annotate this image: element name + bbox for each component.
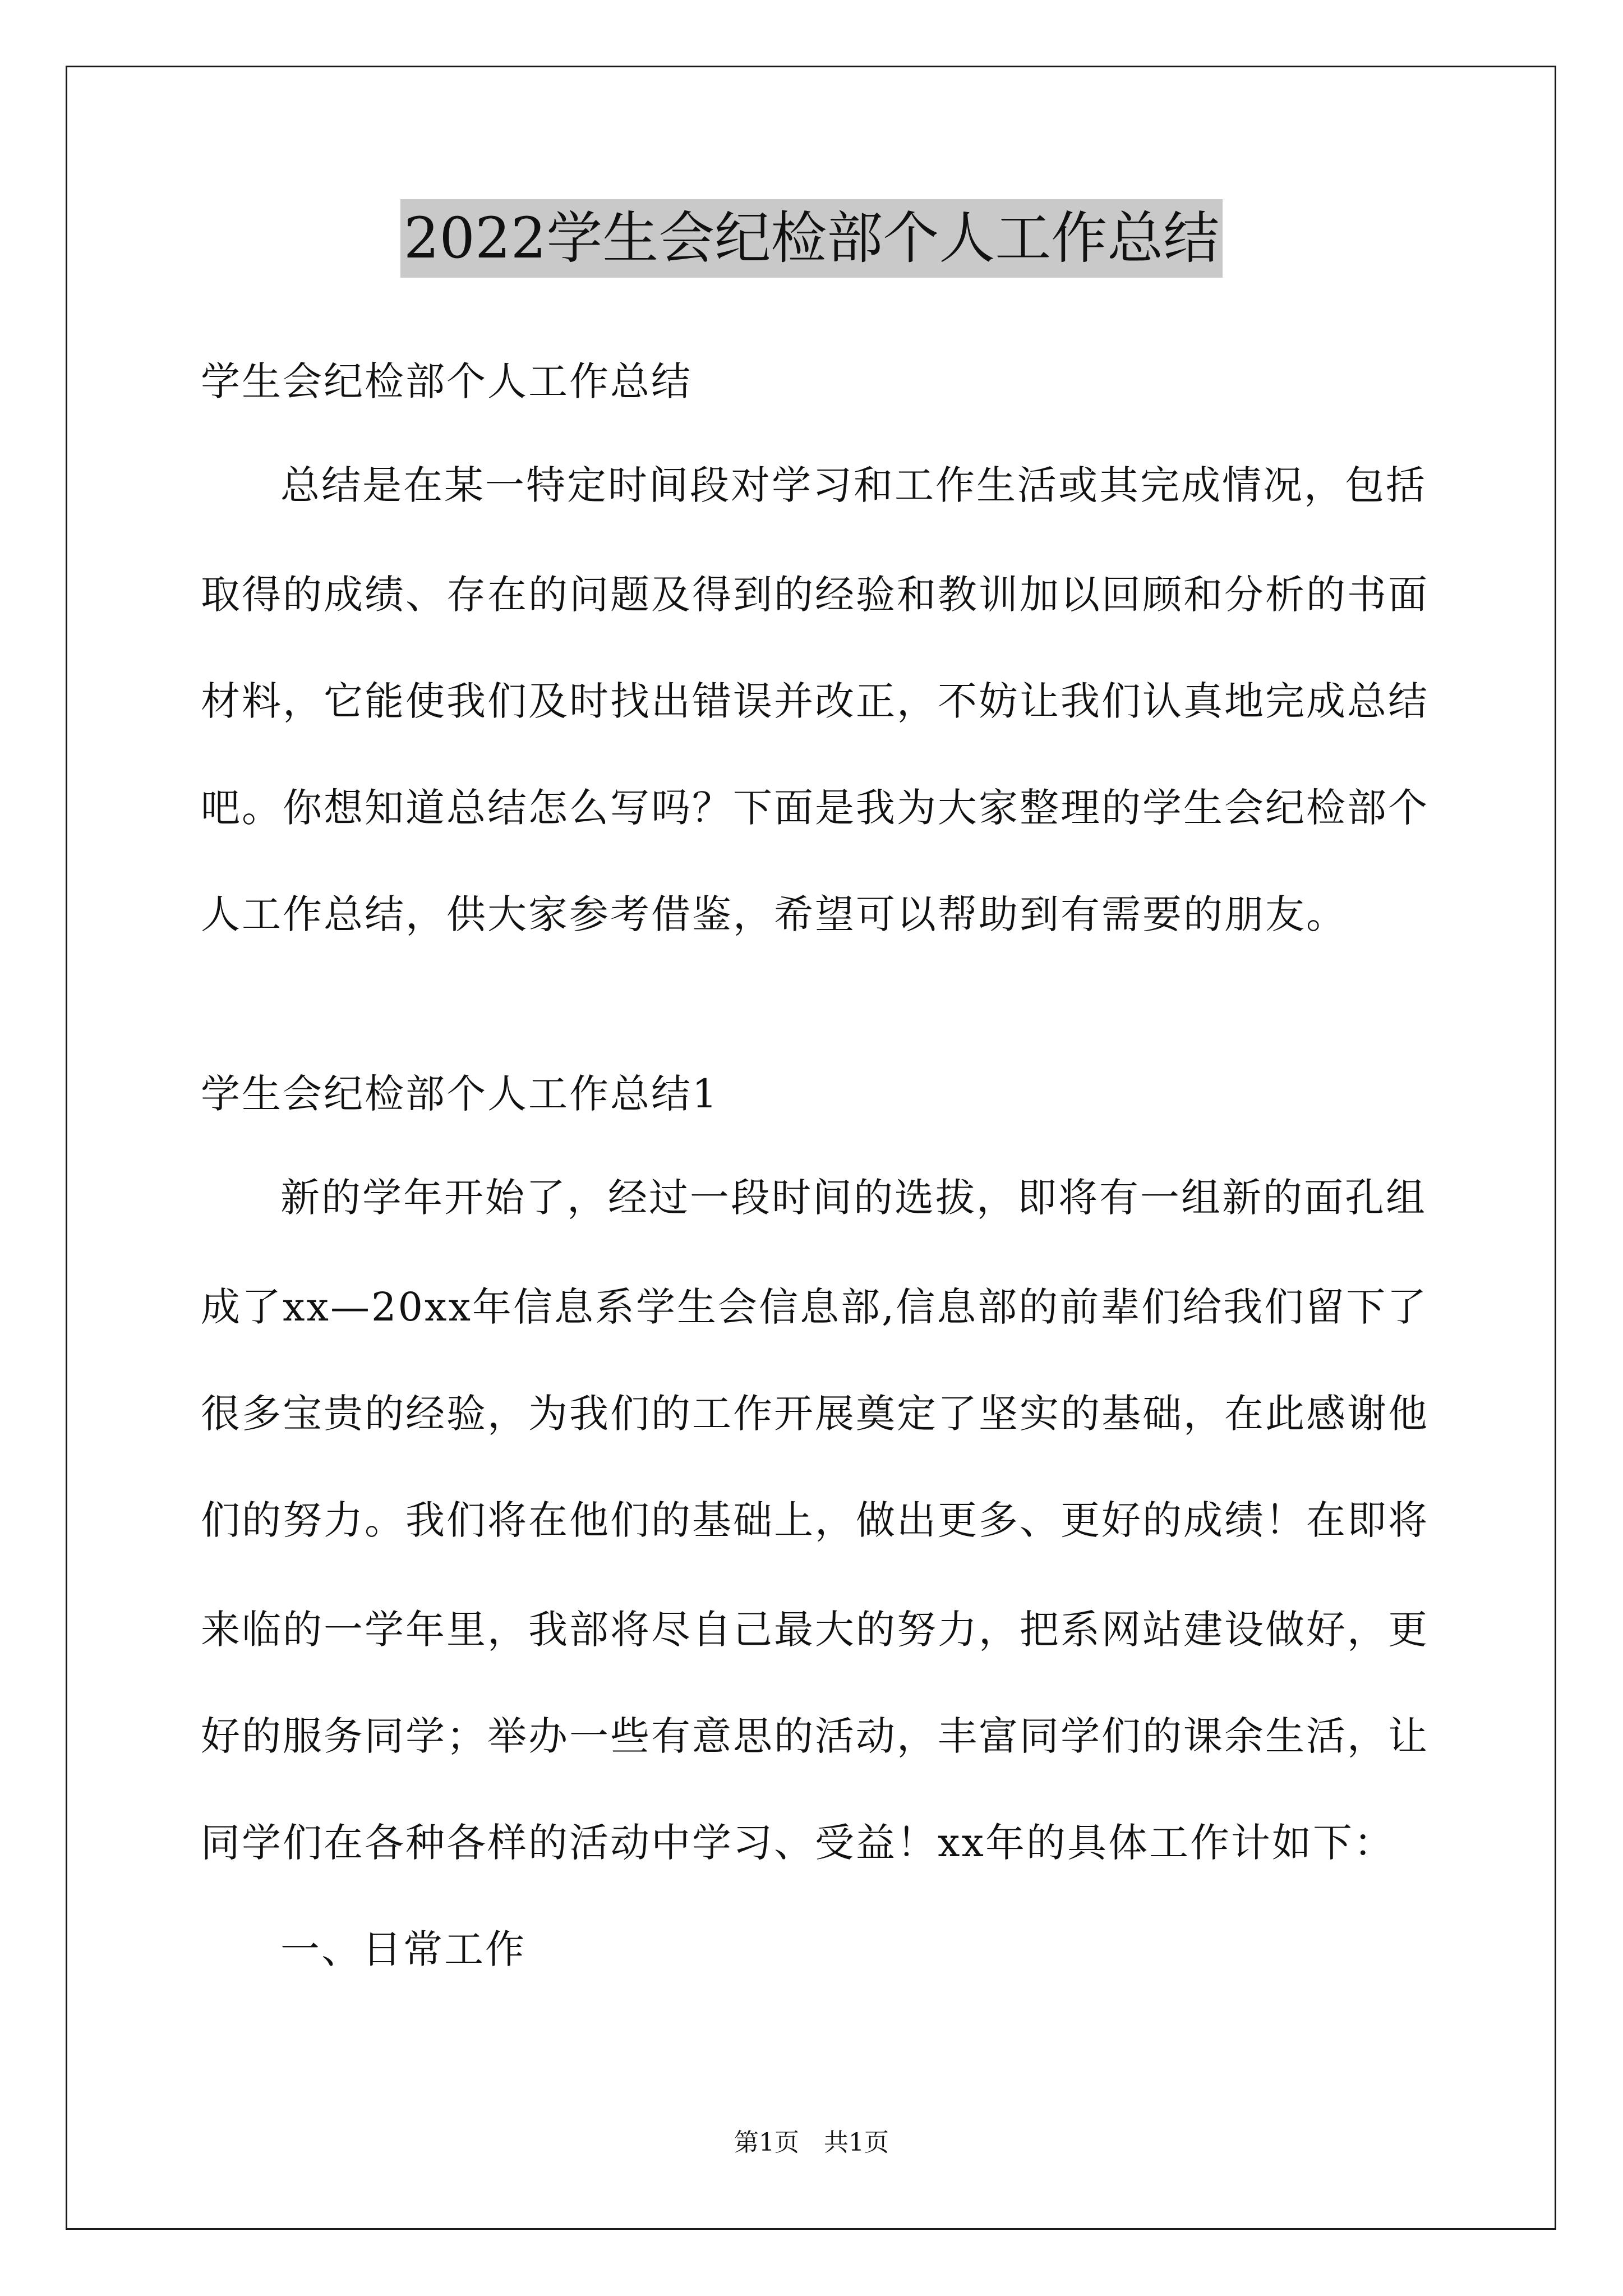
page-total: 共1页 <box>824 2128 889 2157</box>
list-item-daily-work: 一、日常工作 <box>280 1926 526 1972</box>
section-heading: 学生会纪检部个人工作总结1 <box>201 1071 719 1117</box>
page-footer <box>0 2126 1623 2160</box>
body-line-7: 同学们在各种各样的活动中学习、受益！xx年的具体工作计如下： <box>201 1820 1395 1866</box>
body-line-2: 成了xx—20xx年信息系学生会信息部,信息部的前辈们给我们留下了 <box>201 1284 1428 1330</box>
body-line-6: 好的服务同学；举办一些有意思的活动，丰富同学们的课余生活，让 <box>201 1713 1429 1759</box>
subtitle: 学生会纪检部个人工作总结 <box>201 358 692 404</box>
document-title: 2022学生会纪检部个人工作总结 <box>400 199 1223 278</box>
intro-line-4: 吧。你想知道总结怎么写吗？下面是我为大家整理的学生会纪检部个 <box>201 785 1429 831</box>
intro-line-1: 总结是在某一特定时间段对学习和工作生活或其完成情况，包括 <box>280 462 1427 508</box>
title-container <box>0 199 1623 278</box>
body-line-4: 们的努力。我们将在他们的基础上，做出更多、更好的成绩！在即将 <box>201 1497 1429 1543</box>
body-line-1: 新的学年开始了，经过一段时间的选拔，即将有一组新的面孔组 <box>280 1175 1427 1221</box>
intro-line-2: 取得的成绩、存在的问题及得到的经验和教训加以回顾和分析的书面 <box>201 572 1429 618</box>
intro-line-3: 材料，它能使我们及时找出错误并改正，不妨让我们认真地完成总结 <box>201 678 1429 724</box>
page-number: 第1页 <box>734 2128 799 2157</box>
body-line-5: 来临的一学年里，我部将尽自己最大的努力，把系网站建设做好，更 <box>201 1607 1429 1653</box>
body-line-3: 很多宝贵的经验，为我们的工作开展奠定了坚实的基础，在此感谢他 <box>201 1391 1429 1437</box>
intro-line-5: 人工作总结，供大家参考借鉴，希望可以帮助到有需要的朋友。 <box>201 891 1347 937</box>
